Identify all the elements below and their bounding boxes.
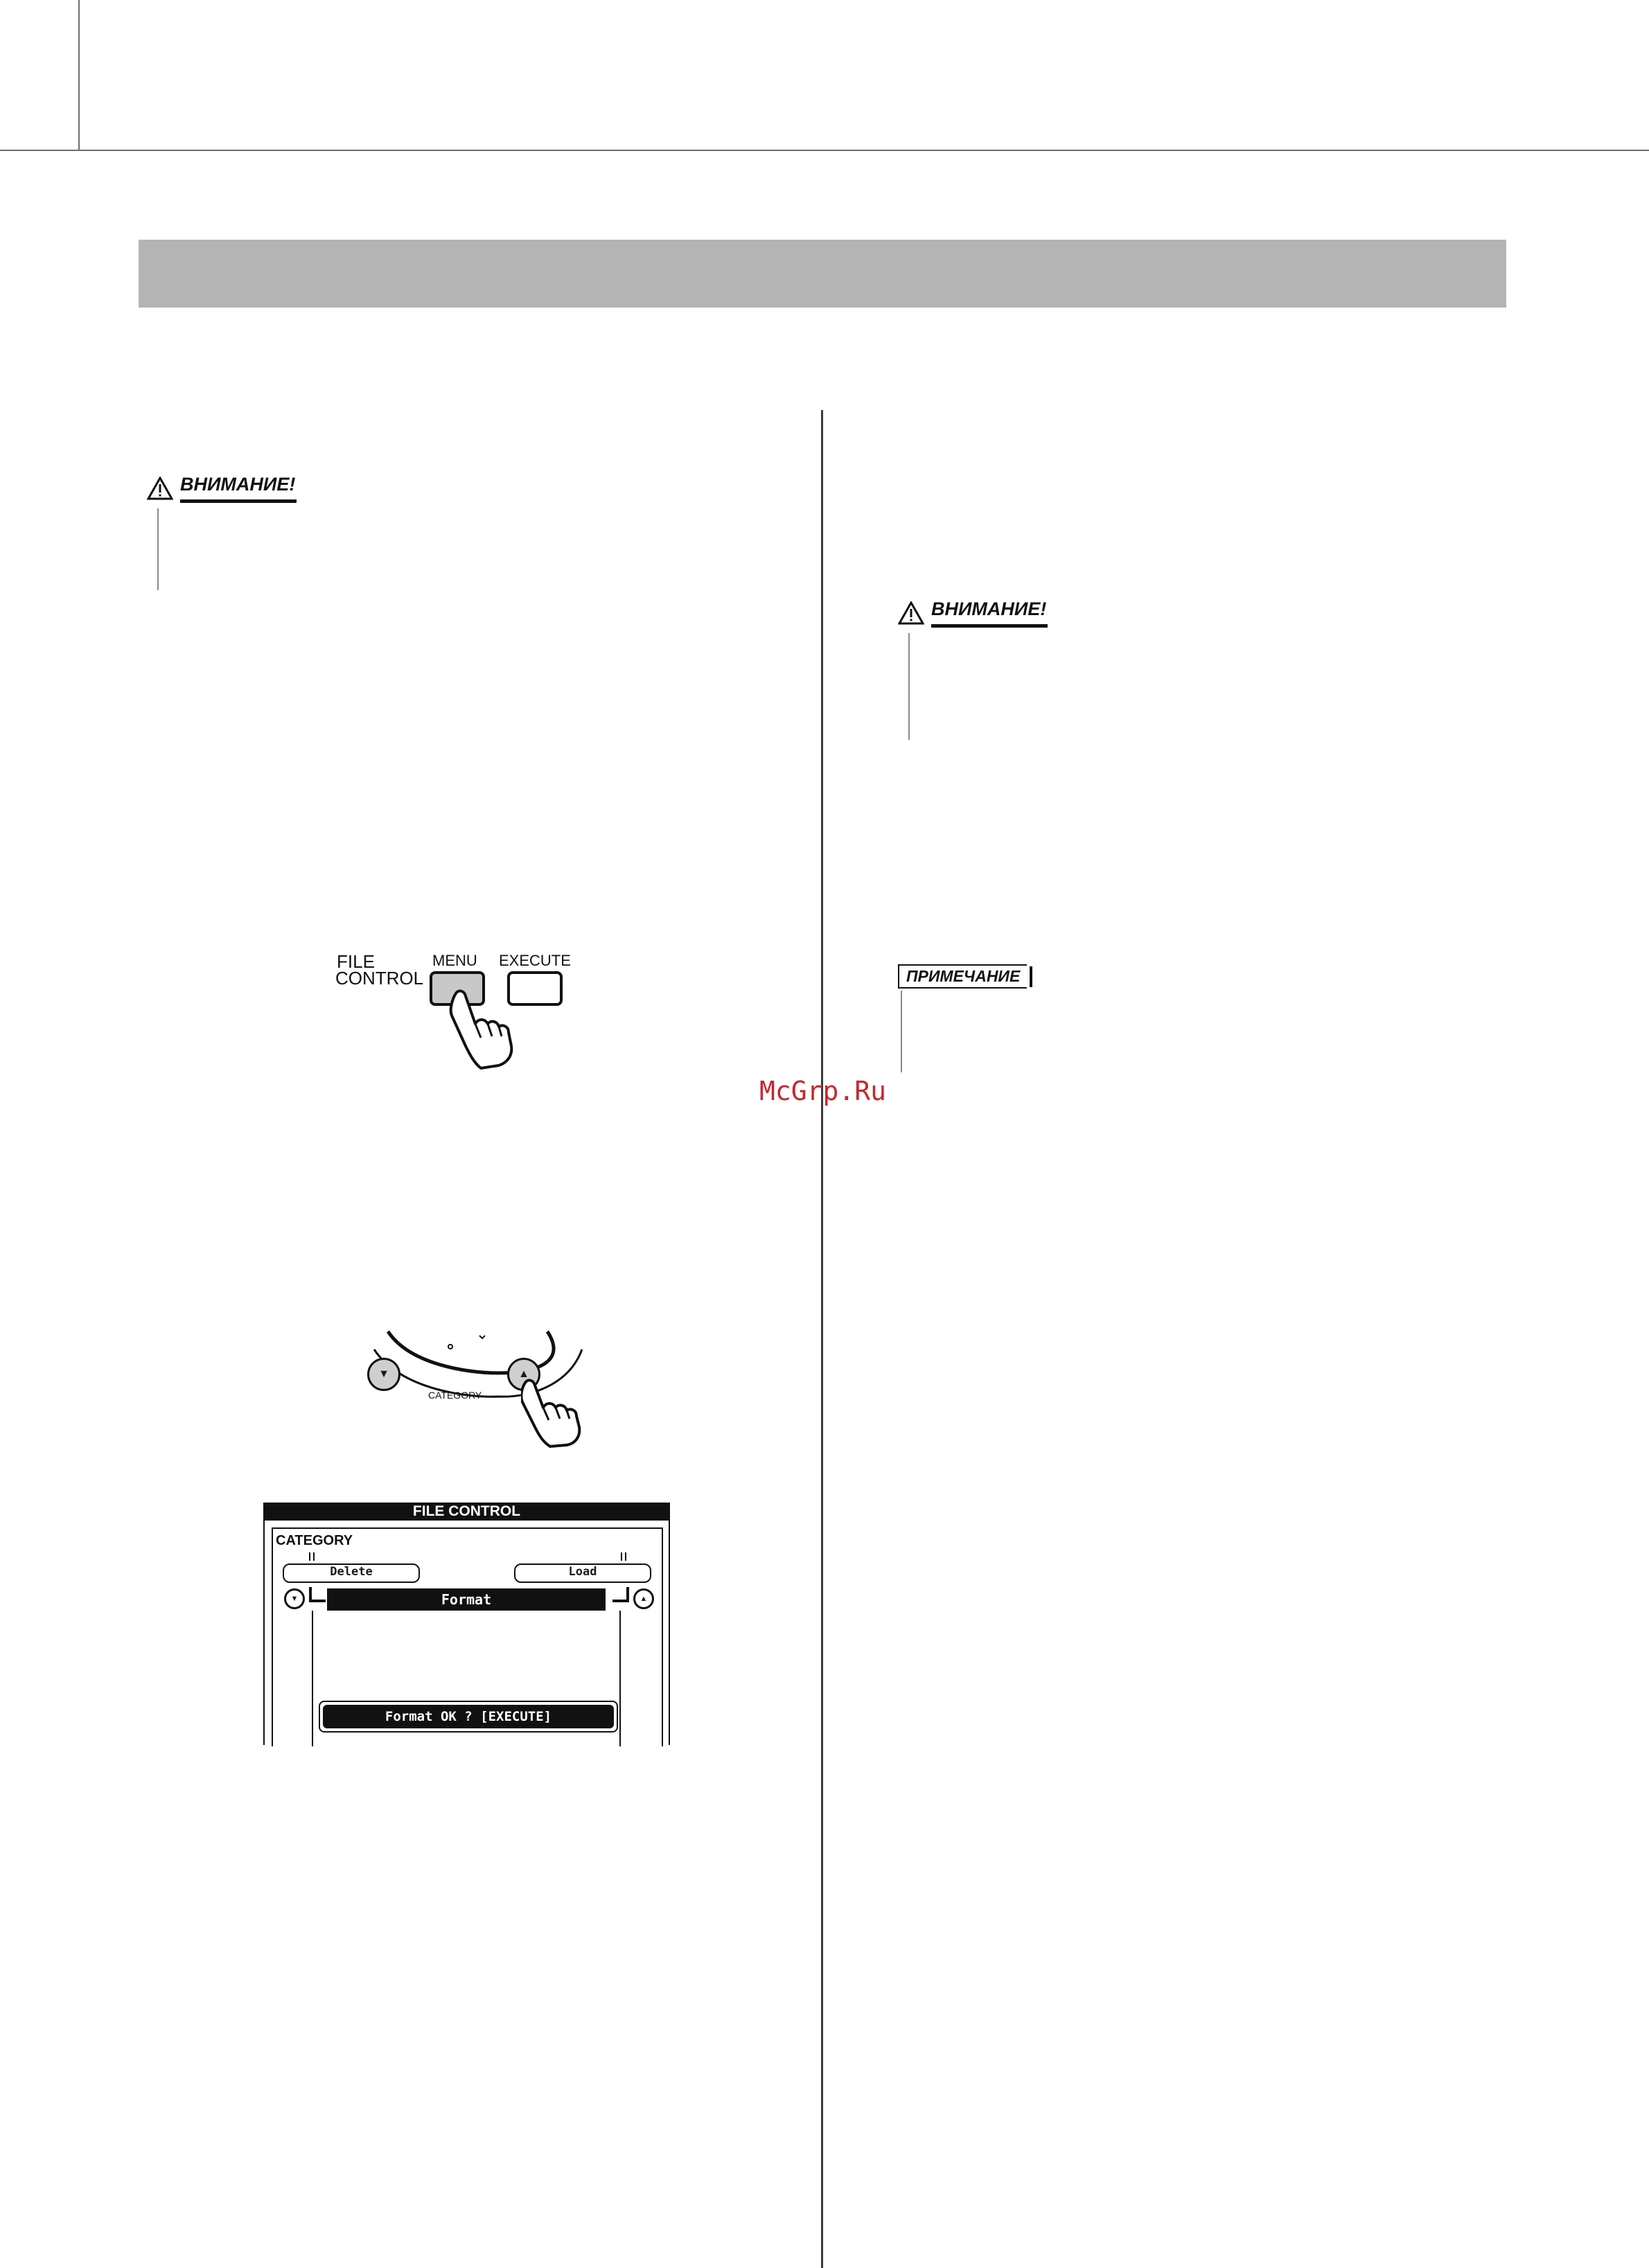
note-heading [898, 964, 1038, 989]
lcd-tick-right [621, 1552, 626, 1561]
caution-margin-bar-right [908, 633, 910, 740]
lcd-selected-format: Format [327, 1588, 606, 1611]
lcd-down-icon: ▼ [284, 1588, 305, 1609]
category-down-button[interactable] [367, 1358, 400, 1391]
lcd-guide-left [312, 1611, 313, 1746]
note-label: ПРИМЕЧАНИЕ [898, 964, 1027, 989]
lcd-display [263, 1503, 670, 1745]
lcd-tick-left [309, 1552, 315, 1561]
execute-label: EXECUTE [499, 952, 571, 969]
category-label: CATEGORY [428, 1390, 482, 1401]
lcd-guide-right [619, 1611, 621, 1746]
caution-label: ВНИМАНИЕ! [931, 599, 1048, 628]
caution-margin-bar-left [157, 508, 159, 590]
menu-label: MENU [432, 952, 477, 969]
lcd-item-load: Load [514, 1563, 651, 1583]
lcd-bracket-left [309, 1587, 326, 1602]
pointing-hand-icon [449, 988, 518, 1071]
lcd-item-delete: Delete [283, 1563, 420, 1583]
lcd-bracket-right [612, 1587, 629, 1602]
lcd-up-icon: ▲ [633, 1588, 654, 1609]
category-dial-illustration [360, 1329, 596, 1453]
note-margin-bar [901, 991, 902, 1072]
lcd-category-label: CATEGORY [276, 1533, 353, 1548]
column-divider [821, 410, 823, 2268]
lcd-prompt-outline [319, 1701, 618, 1733]
control-label: CONTROL [335, 968, 424, 989]
lcd-header: FILE CONTROL [265, 1503, 669, 1521]
page-top-rule [0, 150, 1649, 151]
page-corner-rule [78, 0, 80, 151]
note-label-endcap [1030, 966, 1038, 987]
lcd-prompt: Format OK ? [EXECUTE] [323, 1705, 614, 1728]
warning-icon [147, 477, 173, 500]
watermark: McGrp.Ru [759, 1076, 887, 1106]
warning-icon [898, 601, 924, 625]
lcd-frame [272, 1527, 663, 1746]
pointing-hand-icon [521, 1379, 590, 1448]
caution-label: ВНИМАНИЕ! [180, 474, 297, 503]
caution-heading-left [147, 474, 297, 503]
file-label: FILE [337, 951, 375, 972]
file-control-panel-illustration [335, 952, 626, 1077]
section-title-band [139, 240, 1506, 308]
double-chevron-down-icon: ▼ [378, 1368, 389, 1380]
caution-heading-right [898, 599, 1048, 628]
double-chevron-up-icon: ▲ [518, 1368, 529, 1380]
